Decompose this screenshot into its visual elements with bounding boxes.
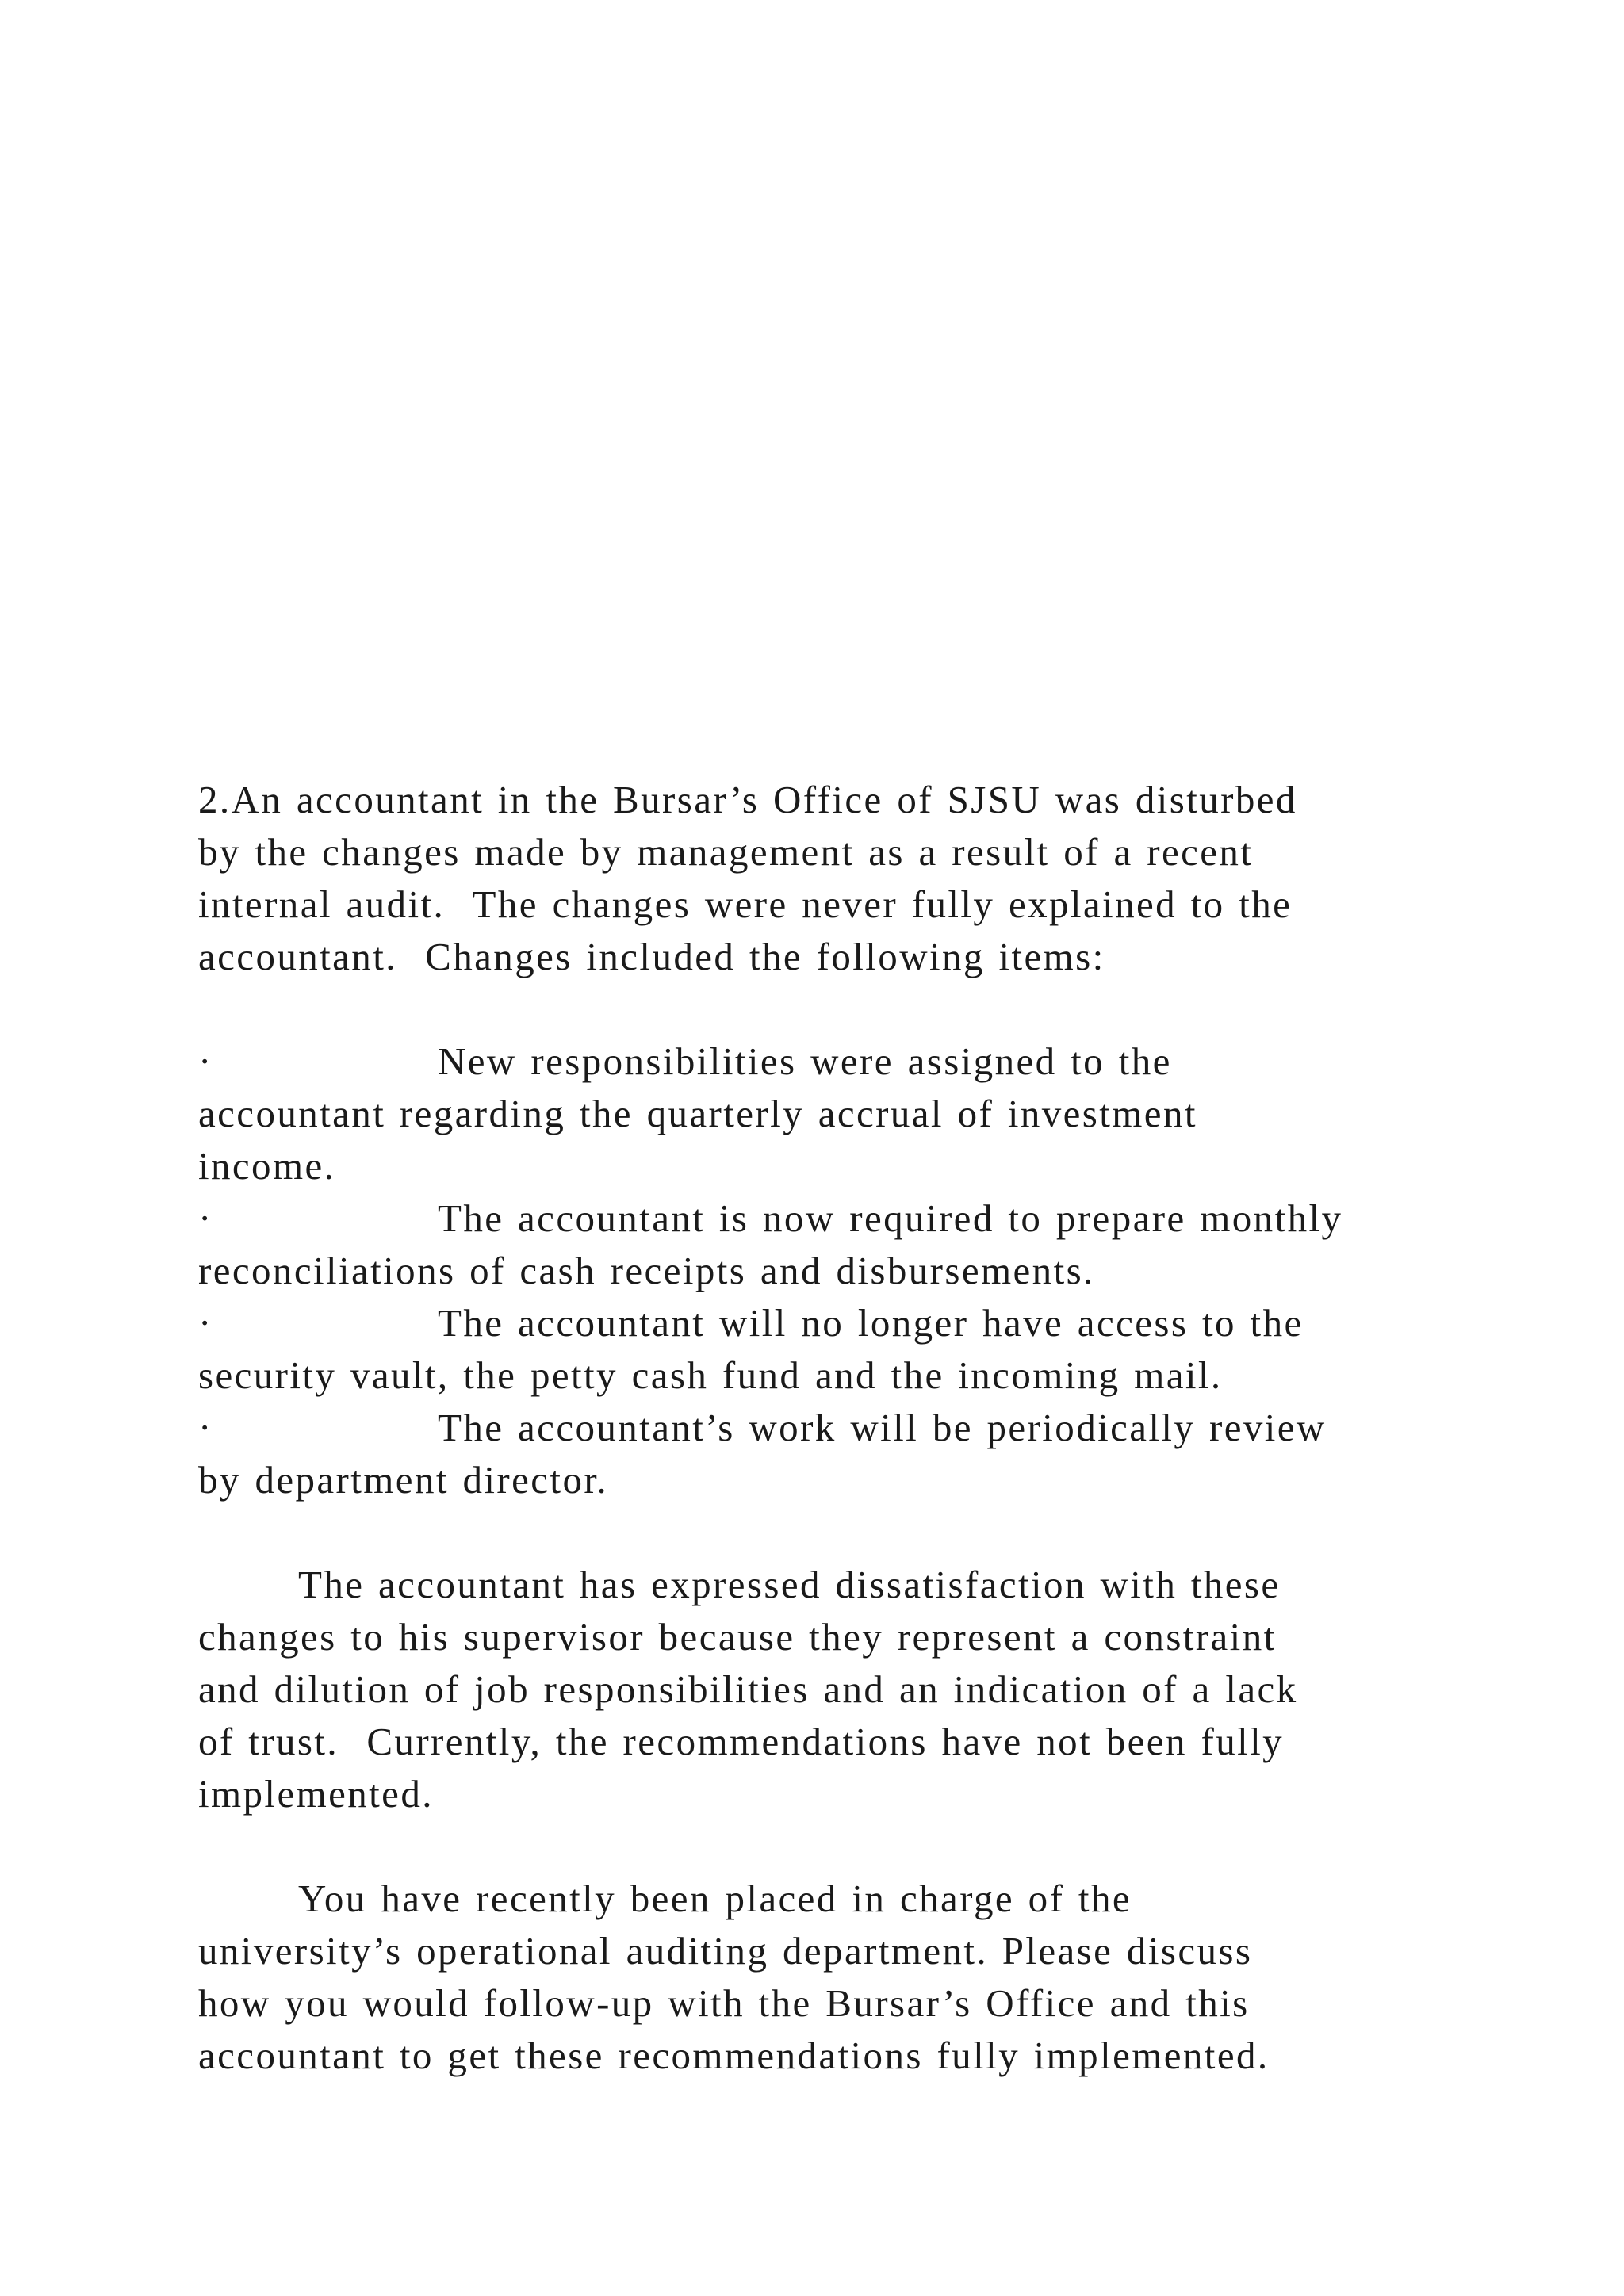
- bullet-item-text: accountant regarding the quarterly accrual of investment: [198, 1092, 1197, 1135]
- bullet-item-text: by department director.: [198, 1458, 609, 1502]
- paragraph-line: accountant to get these recommendations fully implemented.: [198, 2034, 1270, 2077]
- paragraph-line: of trust. Currently, the recommendations have not been fully: [198, 1720, 1285, 1763]
- bullet-symbol: ·: [198, 1196, 213, 1240]
- bullet-item-text: The accountant will no longer have access to the: [438, 1301, 1304, 1345]
- paragraph-line: implemented.: [198, 1772, 434, 1816]
- paragraph-line: university’s operational auditing department. Please discuss: [198, 1929, 1253, 1973]
- bullet-symbol: ·: [198, 1039, 213, 1083]
- paragraph-line: The accountant has expressed dissatisfaction with these: [298, 1563, 1281, 1606]
- bullet-item-text: security vault, the petty cash fund and the incoming mail.: [198, 1353, 1223, 1397]
- intro-line: internal audit. The changes were never fully explained to the: [198, 882, 1293, 926]
- bullet-item-text: The accountant’s work will be periodically review: [438, 1406, 1327, 1449]
- bullet-item-text: income.: [198, 1144, 336, 1188]
- bullet-symbol: ·: [198, 1301, 213, 1345]
- intro-line: 2.An accountant in the Bursar’s Office of SJSU was disturbed: [198, 778, 1297, 821]
- bullet-item-text: reconciliations of cash receipts and disbursements.: [198, 1249, 1095, 1292]
- paragraph-line: changes to his supervisor because they represent a constraint: [198, 1615, 1277, 1659]
- bullet-symbol: ·: [198, 1406, 213, 1449]
- bullet-item-text: New responsibilities were assigned to the: [438, 1039, 1172, 1083]
- paragraph-line: how you would follow-up with the Bursar’s Office and this: [198, 1981, 1250, 2025]
- paragraph-line: You have recently been placed in charge of the: [298, 1877, 1132, 1920]
- intro-line: accountant. Changes included the following items:: [198, 935, 1105, 978]
- bullet-item-text: The accountant is now required to prepare monthly: [438, 1196, 1343, 1240]
- intro-line: by the changes made by management as a result of a recent: [198, 830, 1254, 874]
- paragraph-line: and dilution of job responsibilities and an indication of a lack: [198, 1667, 1298, 1711]
